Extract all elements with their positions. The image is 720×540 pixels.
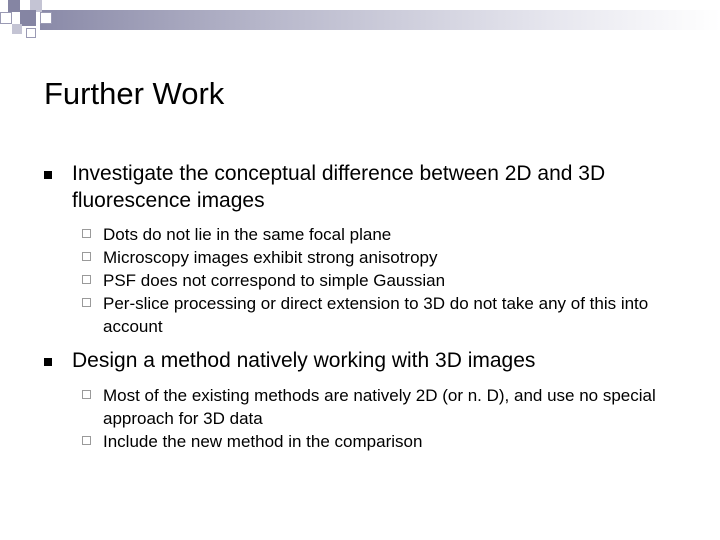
sub-bullet-text: Most of the existing methods are natively 2D (or n. D), and use no special approach for 3D data: [103, 386, 656, 428]
sub-bullet-text: Include the new method in the comparison: [103, 432, 423, 451]
sub-bullet-text: Per-slice processing or direct extension to 3D do not take any of this into account: [103, 294, 649, 336]
sub-bullet-list: [44, 223, 684, 338]
decor-square: [40, 12, 52, 24]
checkbox-bullet-icon: [82, 298, 91, 307]
checkbox-bullet-icon: [82, 252, 91, 261]
checkbox-bullet-icon: [82, 229, 91, 238]
square-bullet-icon: [44, 358, 52, 366]
header-decoration: [0, 0, 720, 40]
sub-bullet: [44, 269, 684, 292]
sub-bullet: [44, 223, 684, 246]
sub-bullet-text: Microscopy images exhibit strong anisotropy: [103, 248, 438, 267]
slide-title: Further Work: [44, 76, 225, 111]
checkbox-bullet-icon: [82, 390, 91, 399]
sub-bullet-text: PSF does not correspond to simple Gaussian: [103, 271, 446, 290]
sub-bullet: [44, 384, 684, 430]
sub-bullet: [44, 246, 684, 269]
decor-square: [20, 10, 36, 26]
decor-square: [12, 24, 22, 34]
bullet-text: Investigate the conceptual difference between 2D and 3D fluorescence images: [72, 162, 606, 212]
header-gradient-band: [40, 10, 720, 30]
decor-square: [26, 28, 36, 38]
checkbox-bullet-icon: [82, 436, 91, 445]
bullet-level-1: [44, 160, 684, 214]
decor-square: [8, 0, 20, 12]
sub-bullet-text: Dots do not lie in the same focal plane: [103, 225, 392, 244]
bullet-level-1: [44, 347, 684, 374]
decor-square: [0, 12, 12, 24]
sub-bullet: [44, 430, 684, 453]
square-bullet-icon: [44, 171, 52, 179]
sub-bullet-list: [44, 384, 684, 453]
bullet-text: Design a method natively working with 3D images: [72, 349, 536, 372]
checkbox-bullet-icon: [82, 275, 91, 284]
slide-body: [44, 160, 684, 453]
sub-bullet: [44, 292, 684, 338]
